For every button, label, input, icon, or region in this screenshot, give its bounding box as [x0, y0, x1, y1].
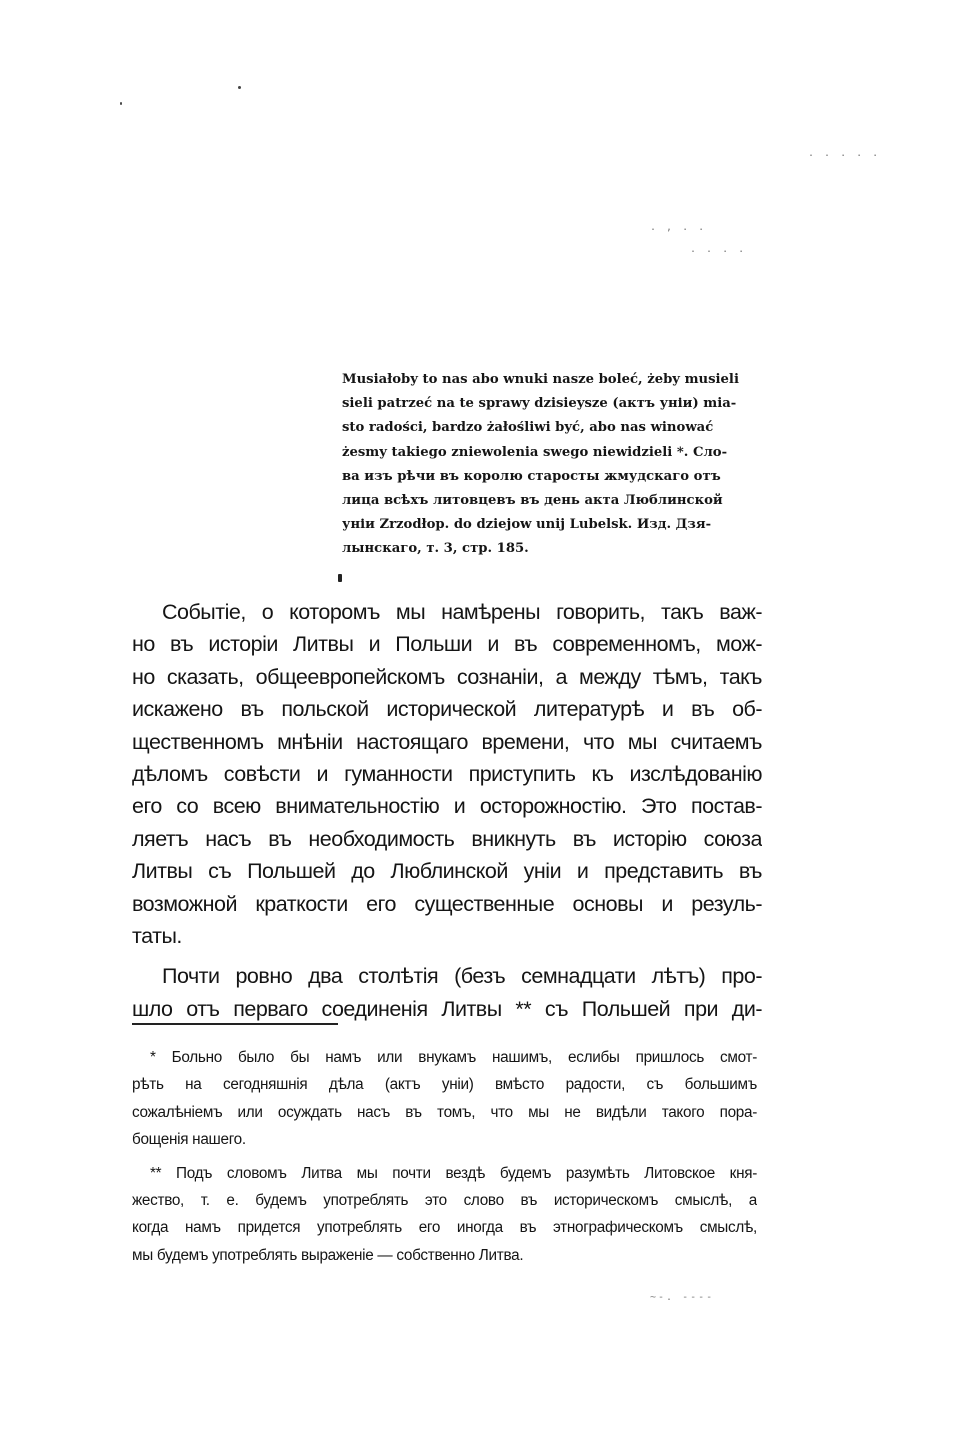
paragraph-line: дѣломъ совѣсти и гуманности приступить къ изслѣдованію — [132, 762, 762, 787]
paragraph-line: шло отъ перваго соединенія Литвы ** съ Польшей при ди- — [132, 996, 762, 1021]
scan-noise: . . . . — [690, 244, 747, 255]
footnote-line: сожалѣніемъ или осуждать насъ въ томъ, что мы не видѣли такого пора- — [132, 1103, 757, 1121]
paragraph-line: Событіе, о которомъ мы намѣрены говорить, такъ важ- — [162, 600, 762, 624]
paragraph-line: таты. — [132, 924, 182, 949]
epigraph-line: лынскаго, т. 3, стр. 185. — [342, 541, 529, 557]
paragraph-line: его со всею внимательностію и осторожностію. Это постав- — [132, 794, 762, 819]
ornament-mark — [338, 574, 342, 582]
paragraph-line: ляетъ насъ въ необходимость вникнуть въ исторію союза — [132, 826, 762, 851]
footnote-line: когда намъ придется употреблять его иногда въ этнографическомъ смыслѣ, — [132, 1219, 757, 1237]
epigraph-line: ва изъ рѣчи въ королю старосты жмудскаго отъ — [342, 468, 721, 484]
paragraph-line: но въ исторіи Литвы и Польши и въ современномъ, мож- — [132, 632, 762, 657]
paragraph-line: возможной краткости его существенные основы и резуль- — [132, 891, 762, 916]
epigraph-line: Musiałoby to nas abo wnuki nasze boleć, żeby musieli — [342, 372, 739, 387]
epigraph-line: sieli patrzeć na te sprawy dzisieysze (актъ уніи) mia- — [342, 396, 737, 412]
paragraph-line: искажено въ польской исторической литературѣ и въ об- — [132, 697, 762, 722]
footnote-line: бощенія нашего. — [132, 1131, 246, 1149]
epigraph-line: sto radości, bardzo żałośliwi być, abo nas winować — [342, 420, 714, 436]
footnote-line: * Больно было бы намъ или внукамъ нашимъ, еслибы пришлось смот- — [150, 1049, 757, 1066]
scan-speck — [120, 102, 122, 105]
paragraph-gap — [132, 952, 762, 960]
paragraph-line: щественномъ мнѣніи настоящаго времени, что мы считаемъ — [132, 729, 762, 754]
epigraph-line: żesmy takiego zniewolenia swego niewidzieli *. Сло- — [342, 444, 728, 460]
footnotes — [132, 1044, 757, 1269]
footnote-line: жество, т. е. будемъ употреблять это слово въ историческомъ смыслѣ, а — [132, 1192, 757, 1210]
paragraph-line: но сказать, общеевропейскомъ сознаніи, а между тѣмъ, такъ — [132, 664, 762, 689]
main-text — [132, 596, 762, 1025]
scan-speck — [238, 86, 241, 89]
epigraph — [342, 368, 765, 562]
epigraph-line: уніи Zrzodłop. do dziejow unij Lubelsk. Изд. Дзя- — [342, 517, 712, 533]
footnote-line: ** Подъ словомъ Литва мы почти вездѣ будемъ разумѣть Литовское кня- — [150, 1164, 757, 1182]
paragraph-line: Литвы съ Польшей до Люблинской уніи и представить въ — [132, 859, 762, 884]
scan-noise: . , . . — [650, 222, 707, 233]
footnote-rule — [132, 1023, 338, 1025]
epigraph-line: лица всѣхъ литовцевъ въ день акта Люблинской — [342, 493, 723, 509]
paragraph-line: Почти ровно два столѣтія (безъ семнадцати лѣтъ) про- — [162, 964, 762, 989]
scan-noise: ~-. ---- — [650, 1292, 715, 1303]
scan-noise: . . . . . — [808, 148, 881, 159]
footnote-line: мы будемъ употреблять выраженіе — собственно Литва. — [132, 1246, 524, 1264]
footnote-line: рѣть на сегодняшнія дѣла (актъ уніи) вмѣсто радости, съ большимъ — [132, 1076, 757, 1094]
